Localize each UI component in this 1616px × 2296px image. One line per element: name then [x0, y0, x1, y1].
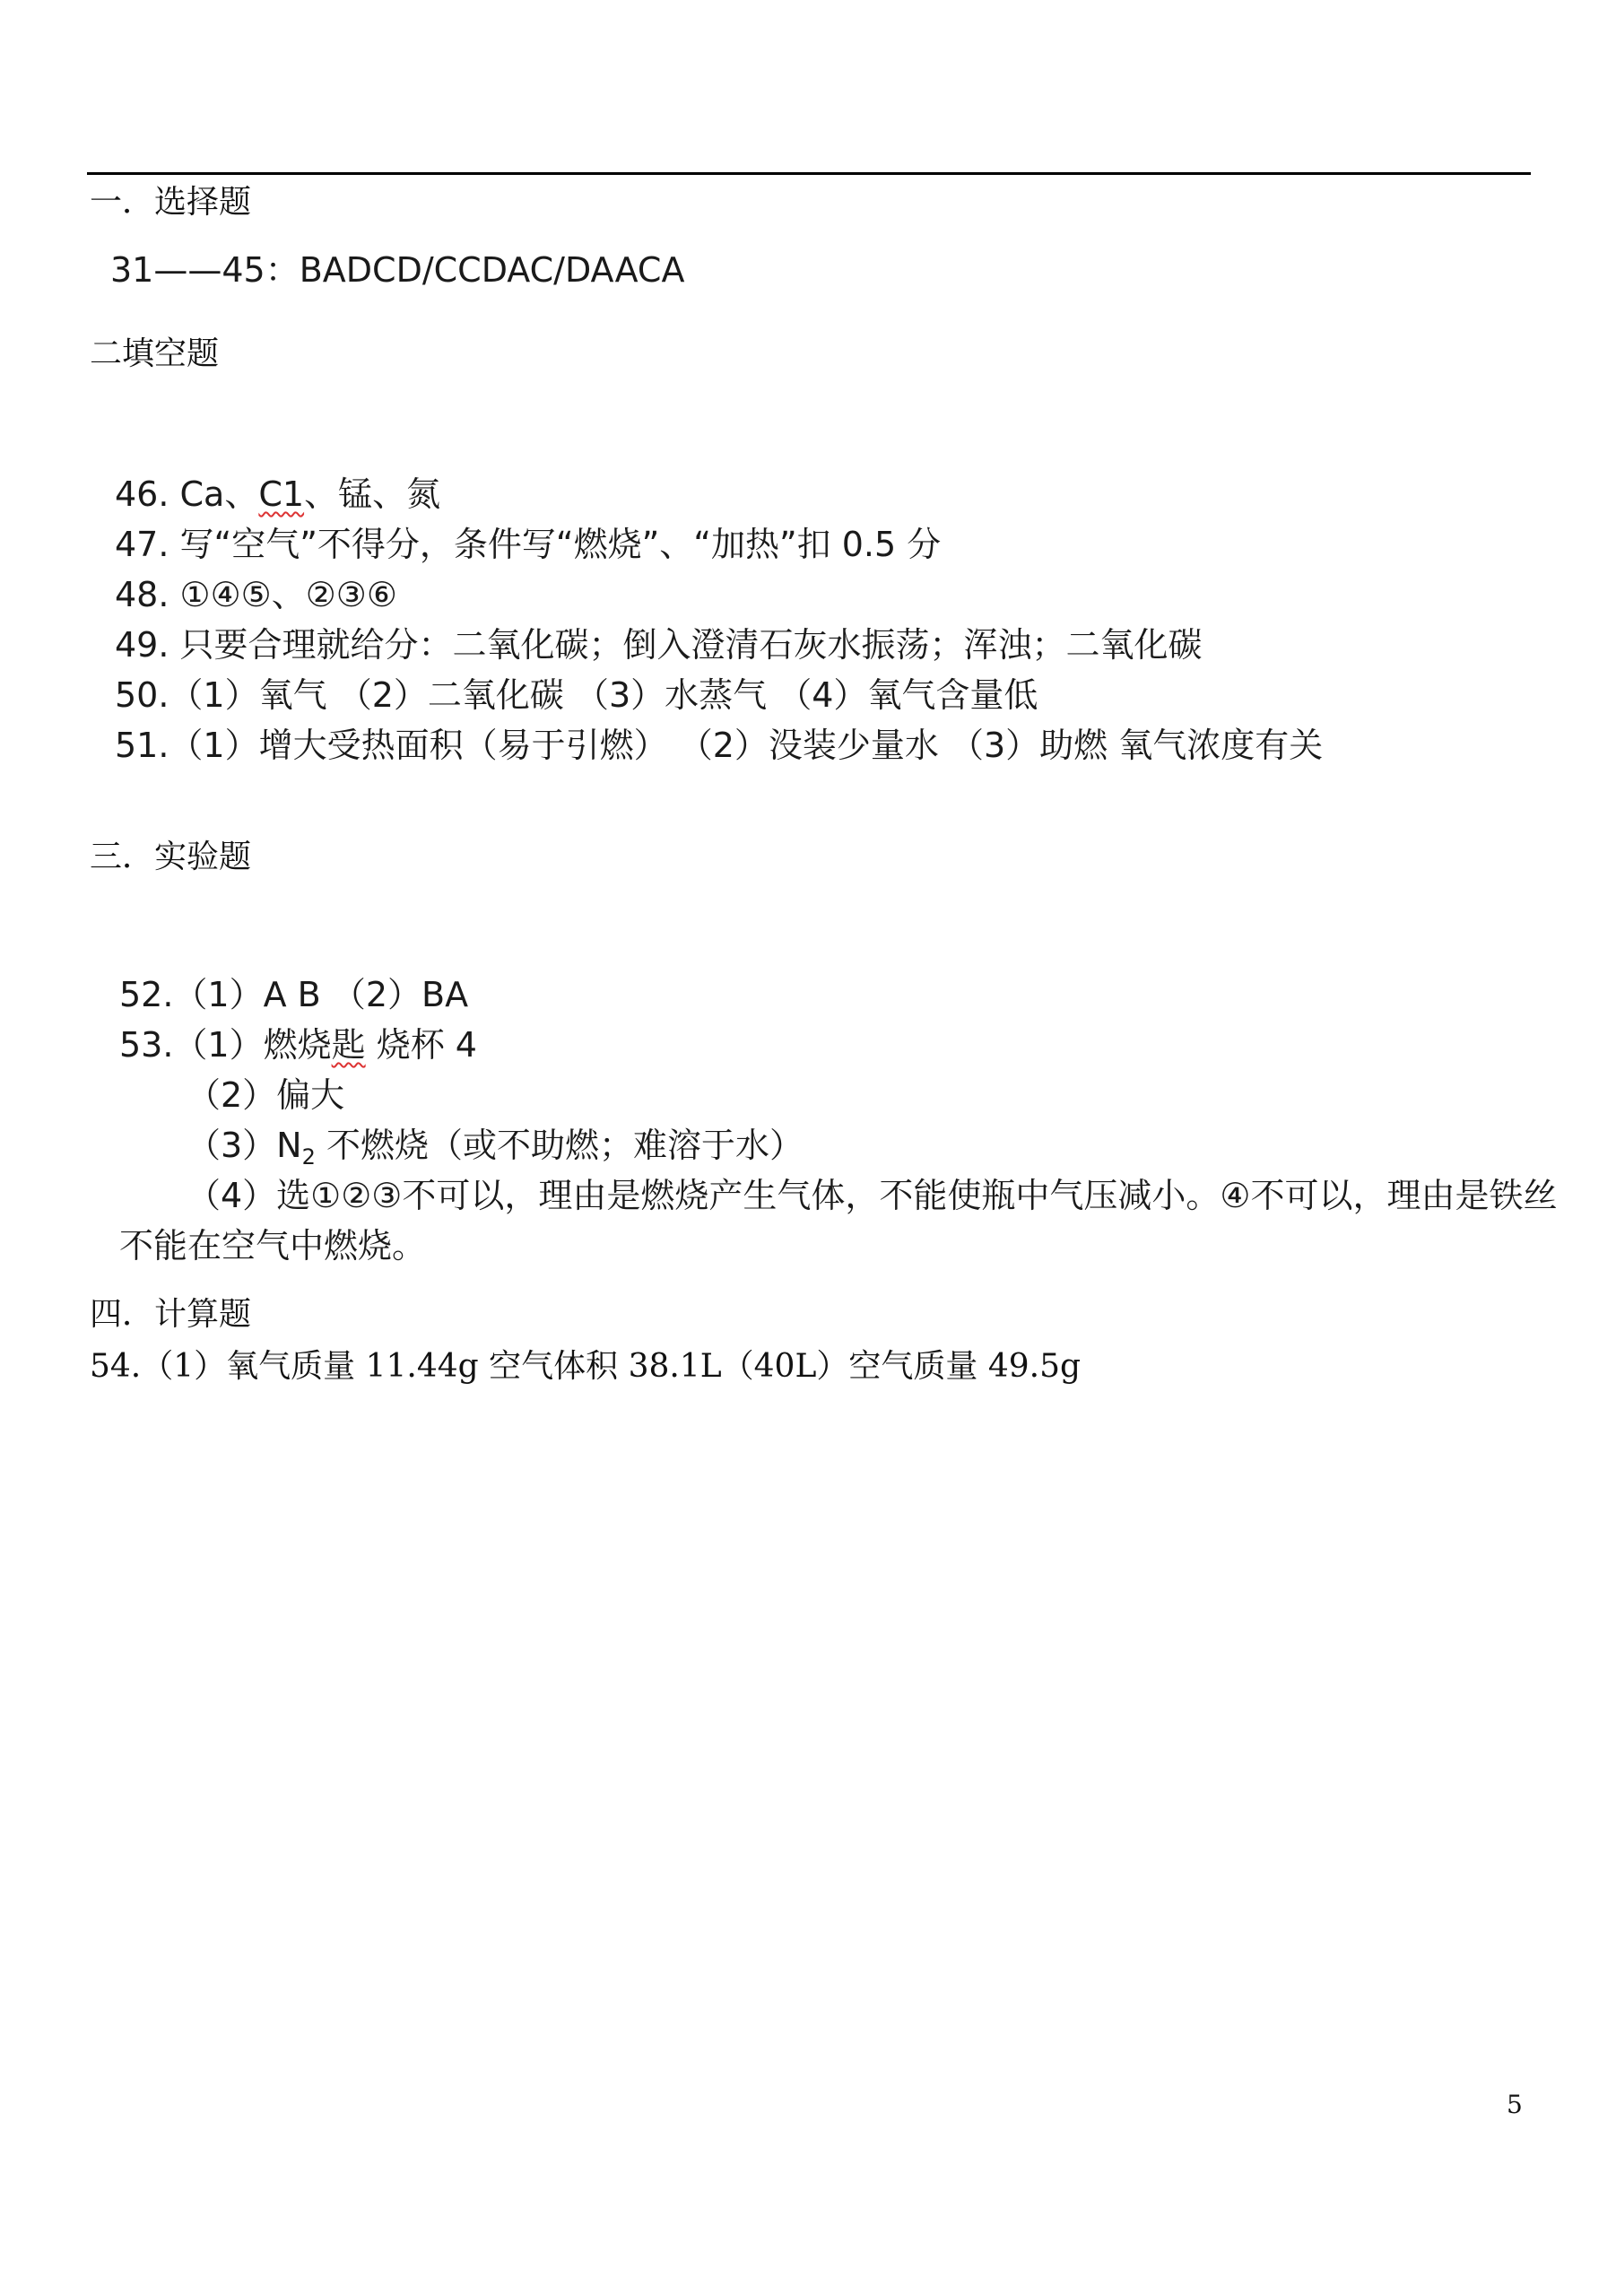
- section-heading-fill: 二填空题: [90, 335, 220, 372]
- answer-line-53-4-a: （4）选①②③不可以，理由是燃烧产生气体，不能使瓶中气压减小。④不可以，理由是铁丝: [187, 1176, 1558, 1215]
- answer-line-53-1: [119, 1025, 477, 1065]
- answer-53-3-suffix: 不燃烧（或不助燃；难溶于水）: [315, 1126, 804, 1165]
- answer-53-underlined: 匙: [331, 1025, 366, 1065]
- answer-46-underlined: C1: [258, 474, 305, 514]
- answer-line-52: 52.（1）A B （2）BA: [119, 975, 469, 1014]
- answer-line-53-2: （2）偏大: [187, 1075, 345, 1115]
- answer-line-47: 47. 写“空气”不得分，条件写“燃烧”、“加热”扣 0.5 分: [115, 525, 942, 564]
- section-heading-choice: 一．选择题: [90, 184, 252, 221]
- answer-line-51: 51.（1）增大受热面积（易于引燃） （2）没装少量水 （3）助燃 氧气浓度有关: [115, 726, 1324, 765]
- section-heading-experiment: 三．实验题: [90, 839, 252, 875]
- answer-53-3-subscript: 2: [301, 1144, 316, 1170]
- header-rule: [87, 172, 1531, 175]
- answer-53-3-prefix: （3）N: [187, 1126, 302, 1165]
- answer-line-48: 48. ①④⑤、②③⑥: [115, 575, 397, 614]
- answer-line-54: 54.（1）氧气质量 11.44g 空气体积 38.1L（40L）空气质量 49.5g: [90, 1348, 1082, 1385]
- answer-line-50: 50.（1）氧气 （2）二氧化碳 （3）水蒸气 （4）氧气含量低: [115, 675, 1038, 715]
- answer-line-46: [115, 474, 441, 514]
- answer-46-prefix: 46. Ca、: [115, 474, 259, 514]
- answer-line-53-3: [187, 1128, 804, 1168]
- answer-53-prefix: 53.（1）燃烧: [119, 1025, 332, 1065]
- section-heading-calculation: 四．计算题: [90, 1296, 252, 1333]
- answer-line-53-4-b: 不能在空气中燃烧。: [119, 1226, 427, 1265]
- answer-line-49: 49. 只要合理就给分：二氧化碳；倒入澄清石灰水振荡；浑浊；二氧化碳: [115, 625, 1203, 665]
- answer-53-suffix: 烧杯 4: [365, 1025, 477, 1065]
- answer-46-suffix: 、锰、氮: [304, 474, 441, 514]
- answer-line-31-45: 31——45：BADCD/CCDAC/DAACA: [110, 250, 685, 290]
- page-number: 5: [1507, 2090, 1523, 2119]
